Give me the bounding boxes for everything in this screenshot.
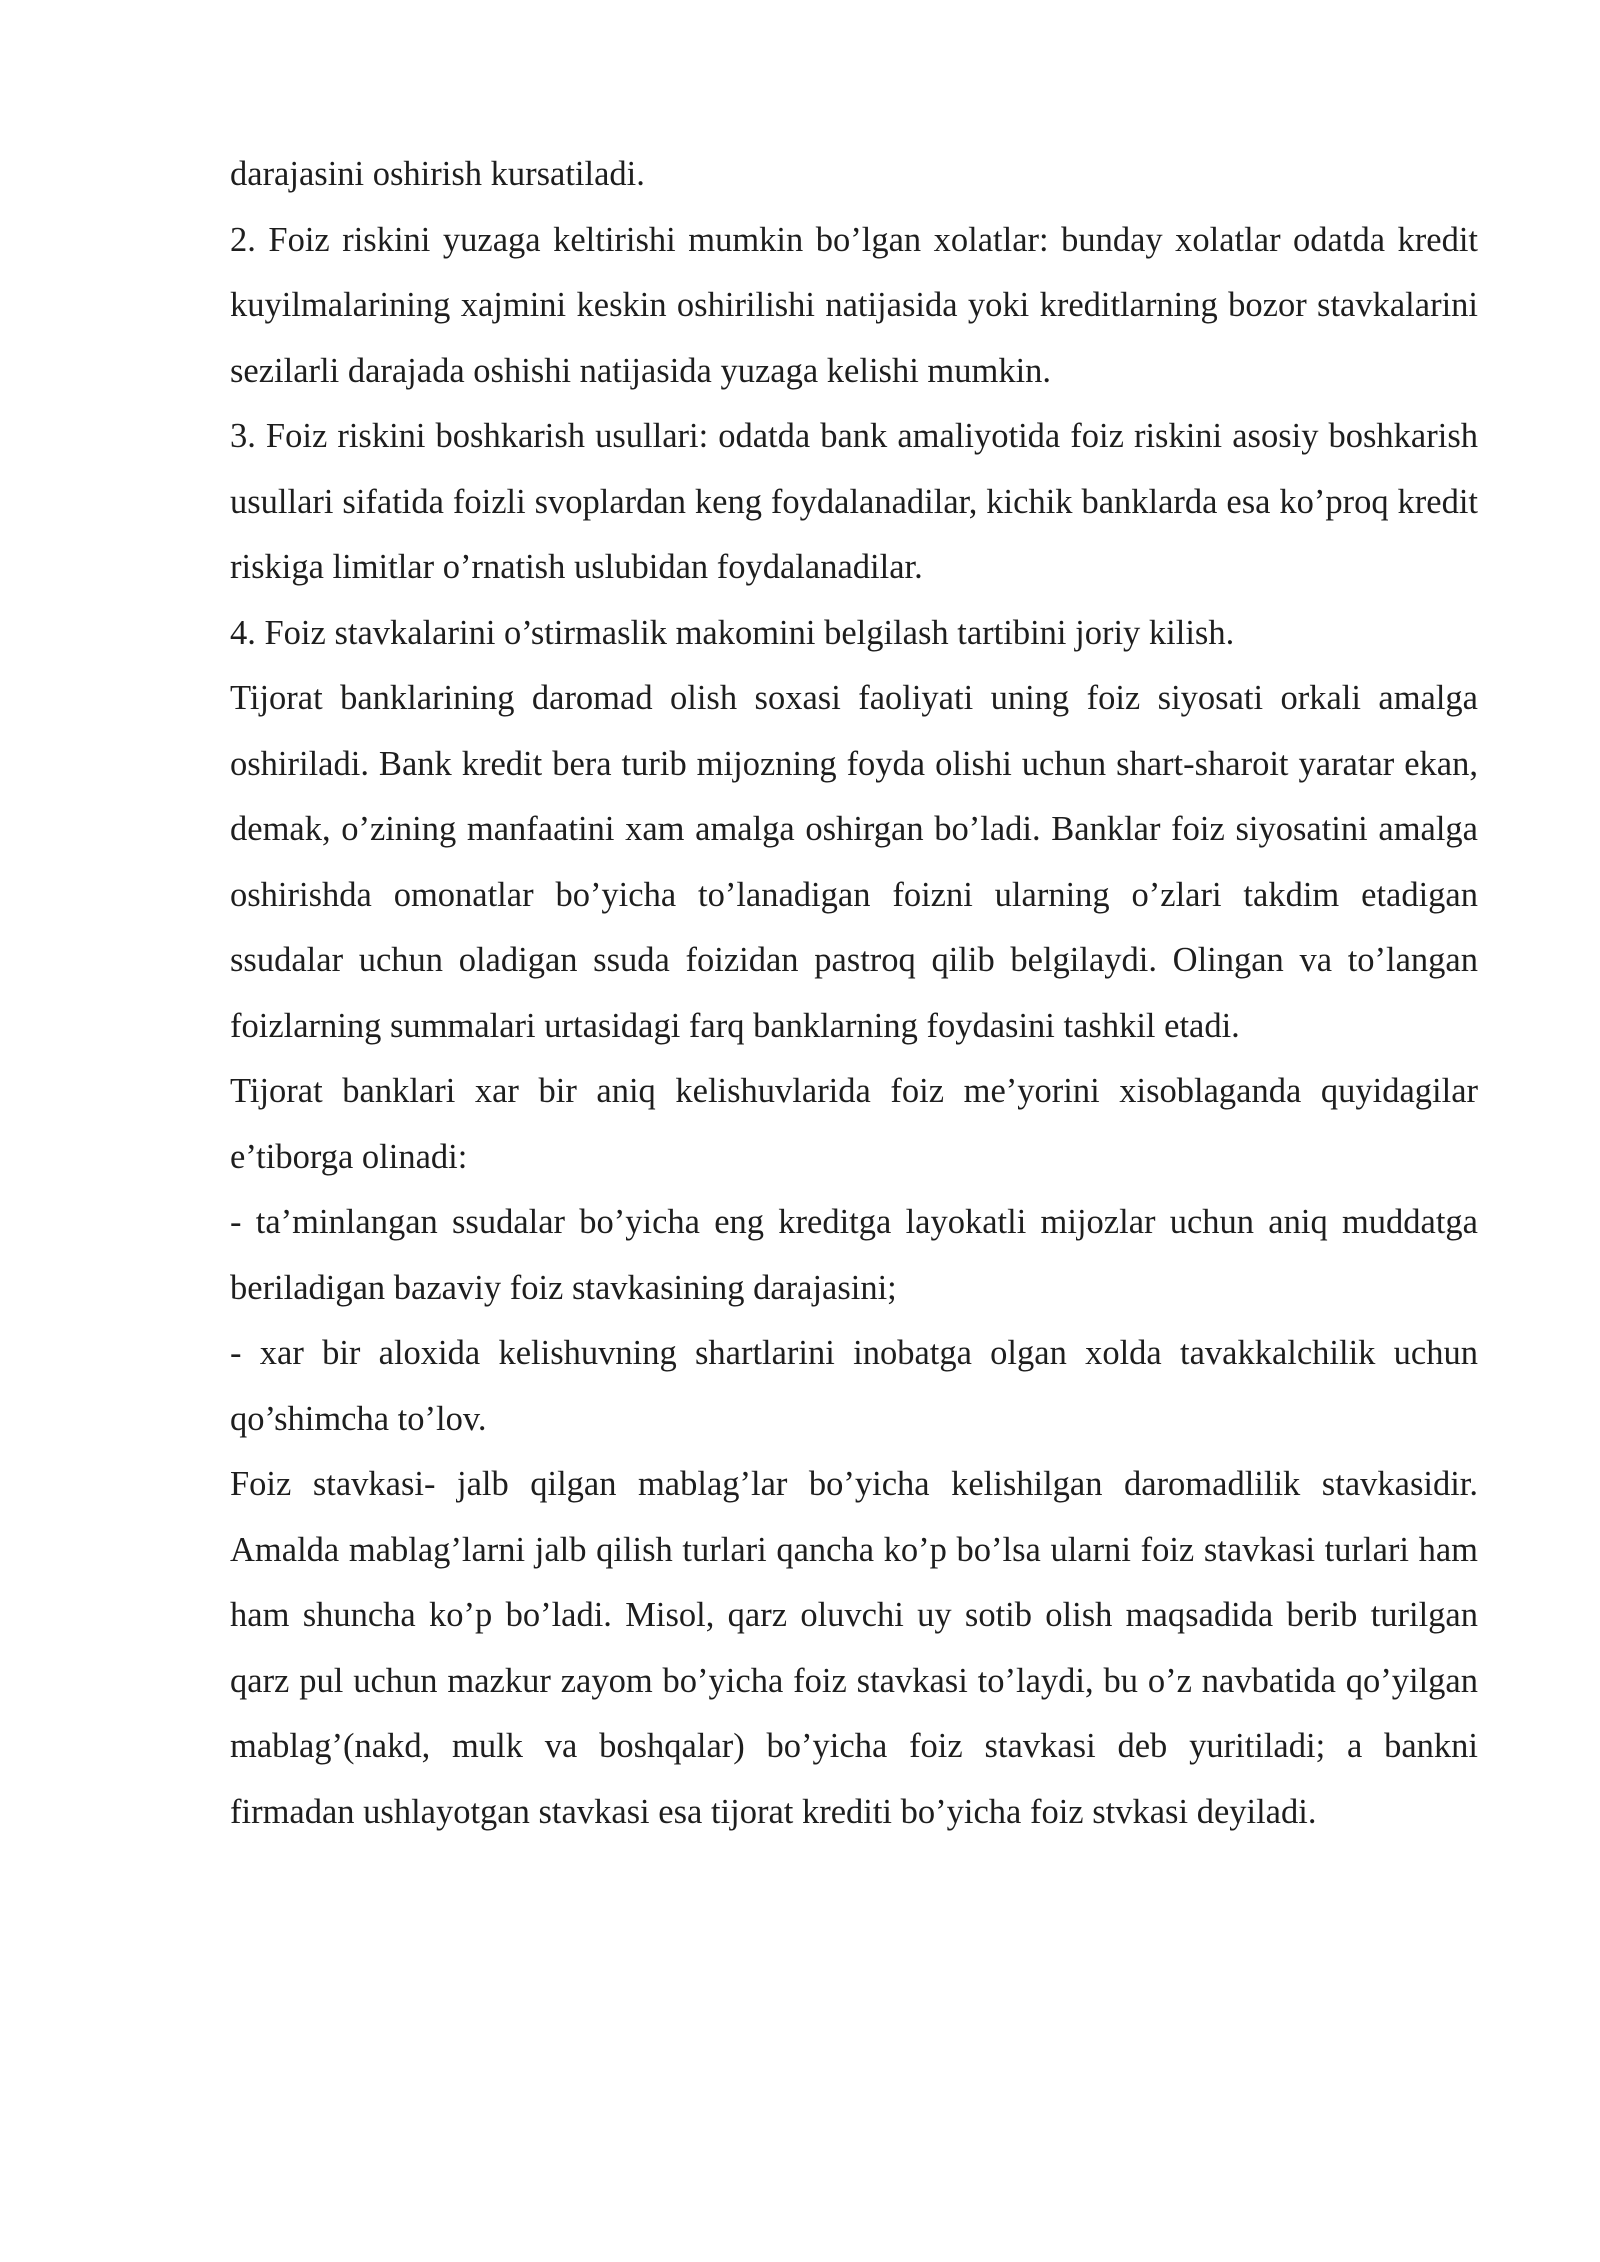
paragraph-interest-policy: Tijorat banklarining daromad olish soxasi faoliyati uning foiz siyosati orkali amalga oshiriladi. Bank kredit bera turib mijozning foyda olishi uchun shart-sharoit yaratar ekan, demak, o’zining manfaatini xam amalga oshirgan bo’ladi. Banklar foiz siyosatini amalga oshirishda omonatlar bo’yicha to’lanadigan foizni ularning o’zlari takdim etadigan ssudalar uchun oladigan ssuda foizidan pastroq qilib belgilaydi. Olingan va to’langan foizlarning summalari urtasidagi farq banklarning foydasini tashkil etadi. — [230, 679, 1478, 1045]
paragraph-rate-definition: Foiz stavkasi- jalb qilgan mablag’lar bo’yicha kelishilgan daromadlilik stavkasidir. Amalda mablag’larni jalb qilish turlari qancha ko’p bo’lsa ularni foiz stavkasi turlari ham ham shuncha ko’p bo’ladi. Misol, qarz oluvchi uy sotib olish maqsadida berib turilgan qarz pul uchun mazkur zayom bo’yicha foiz stavkasi to’laydi, bu o’z navbatida qo’yilgan mablag’(nakd, mulk va boshqalar) bo’yicha foiz stavkasi deb yuritiladi; a bankni firmadan ushlayotgan stavkasi esa tijorat krediti bo’yicha foiz stvkasi deyiladi. — [230, 1465, 1478, 1831]
paragraph-item-4: 4. Foiz stavkalarini o’stirmaslik makomini belgilash tartibini joriy kilish. — [230, 613, 1235, 652]
paragraph-item-2: 2. Foiz riskini yuzaga keltirishi mumkin bo’lgan xolatlar: bunday xolatlar odatda kredit kuyilmalarining xajmini keskin oshirilishi natijasida yoki kreditlarning bozor stavkalarini sezilarli darajada oshishi natijasida yuzaga kelishi mumkin. — [230, 220, 1478, 390]
list-item-risk-premium: - xar bir aloxida kelishuvning shartlarini inobatga olgan xolda tavakkalchilik uchun qo’shimcha to’lov. — [230, 1334, 1478, 1438]
paragraph-continuation: darajasini oshirish kursatiladi. — [230, 155, 645, 193]
paragraph-rate-factors-intro: Tijorat banklari xar bir aniq kelishuvlarida foiz me’yorini xisoblaganda quyidagilar e’tiborga olinadi: — [230, 1072, 1478, 1176]
list-item-base-rate: - ta’minlangan ssudalar bo’yicha eng kreditga layokatli mijozlar uchun aniq muddatga beriladigan bazaviy foiz stavkasining darajasini; — [230, 1203, 1478, 1307]
paragraph-item-3: 3. Foiz riskini boshkarish usullari: odatda bank amaliyotida foiz riskini asosiy boshkarish usullari sifatida foizli svoplardan keng foydalanadilar, kichik banklarda esa ko’proq kredit riskiga limitlar o’rnatish uslubidan foydalanadilar. — [230, 417, 1478, 586]
document-page — [230, 142, 1478, 1845]
